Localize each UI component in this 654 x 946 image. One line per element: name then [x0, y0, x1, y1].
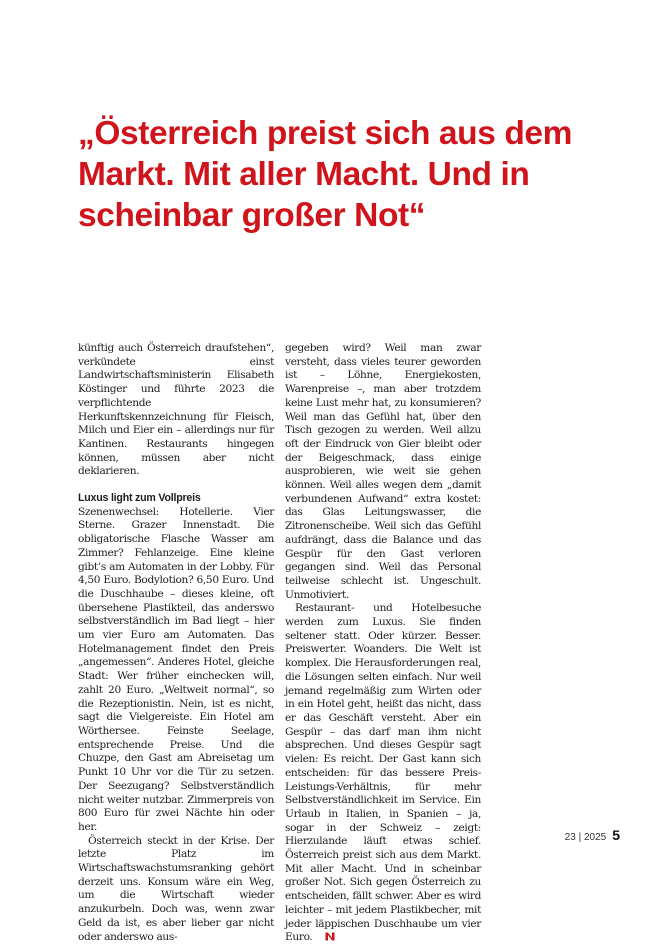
pull-quote: „Österreich preist sich aus dem Markt. Mit aller Macht. Und in scheinbar großer Not“ — [78, 115, 573, 234]
issue-number: 23 | 2025 — [564, 832, 607, 843]
paragraph: Österreich steckt in der Krise. Der letzte Platz im Wirtschaftswachstumsranking gehört derzeit uns. Konsum wäre ein Weg, um die Wirtschaft wieder anzukurbeln. Doch was, wenn zwar Geld da ist, es aber lieber gar nicht oder anderswo aus- — [78, 834, 274, 943]
paragraph-text: Restaurant- und Hotelbesuche werden zum Luxus. Sie finden seltener statt. Oder kürzer. Besser. Preiswerter. Woanders. Die Welt ist komplex. Die Herausforderungen real, die Lösungen selten einfach. Nur weil jemand regelmäßig zum Wirten oder in ein Hotel geht, heißt das nicht, dass er das Geschäft versteht. Aber ein Gespür – das darf man ihm nicht absprechen. Und dieses Gespür sagt vielen: Es reicht. Der Gast kann sich entscheiden: für das bessere Preis-Leistungs-Verhältnis, für mehr Selbstverständlichkeit im Service. Ein Urlaub in Italien, in Spanien – ja, sogar in der Schweiz – zeigt: Hierzulande läuft etwas schief. Österreich preist sich aus dem Markt. Mit aller Macht. Und in scheinbar großer Not. Sich gegen Österreich zu entscheiden, fällt schwer. Aber es wird leichter – mit jedem Plastikbecher, mit jeder läppischen Duschhaube um vier Euro. — [285, 602, 481, 944]
article-column-right — [285, 342, 481, 946]
page-number: 5 — [612, 827, 620, 843]
section-heading: Luxus light zum Vollpreis — [78, 492, 201, 505]
paragraph-last — [285, 602, 481, 946]
paragraph: künftig auch Österreich draufstehen“, verkündete einst Landwirtschaftsministerin Elisabeth Köstinger und führte 2023 die verpflichtende Herkunftskennzeichnung für Fleisch, Milch und Eier ein – allerdings nur für Kantinen. Restaurants hingegen können, müssen aber nicht deklarieren. — [78, 342, 274, 478]
brand-end-mark-icon — [315, 932, 335, 946]
page-footer — [565, 827, 620, 843]
paragraph: gegeben wird? Weil man zwar versteht, dass vieles teurer geworden ist – Löhne, Energiekosten, Warenpreise –, man aber trotzdem keine Lust mehr hat, zu konsumieren? Weil man das Gefühl hat, über den Tisch gezogen zu werden. Weil allzu oft der Eindruck von Gier bleibt oder der Beigeschmack, dass einige ausprobieren, wie weit sie gehen können. Weil alles wegen dem „damit verbundenen Aufwand“ extra kostet: das Glas Leitungswasser, die Zitronenscheibe. Weil sich das Gefühl aufdrängt, dass die Balance und das Gespür für den Gast verloren gegangen sind. Weil das Personal teilweise schlecht ist. Ungeschult. Unmotiviert. — [285, 342, 481, 601]
paragraph: Szenenwechsel: Hotellerie. Vier Sterne. Grazer Innenstadt. Die obligatorische Flasche Wasser am Zimmer? Fehlanzeige. Eine kleine gibt’s am Automaten in der Lobby. Für 4,50 Euro. Bodylotion? 6,50 Euro. Und die Duschhaube – dieses kleine, oft übersehene Plastikteil, das anderswo selbstverständlich im Bad liegt – hier um vier Euro am Automaten. Das Hotelmanagement findet den Preis „angemessen“. Anderes Hotel, gleiche Stadt: Wer früher einchecken will, zahlt 20 Euro. „Weltweit normal“, so die Rezeptionistin. Nein, ist es nicht, sagt die Vielgereiste. Ein Hotel am Wörthersee. Feinste Seelage, entsprechende Preise. Und die Chuzpe, den Gast am Abreisetag um Punkt 10 Uhr vor die Tür zu setzen. Der Seezugang? Selbstverständlich nicht weiter nutzbar. Zimmerpreis von 800 Euro für zwei Nächte hin oder her. — [78, 505, 274, 833]
article-column-left — [78, 342, 274, 944]
